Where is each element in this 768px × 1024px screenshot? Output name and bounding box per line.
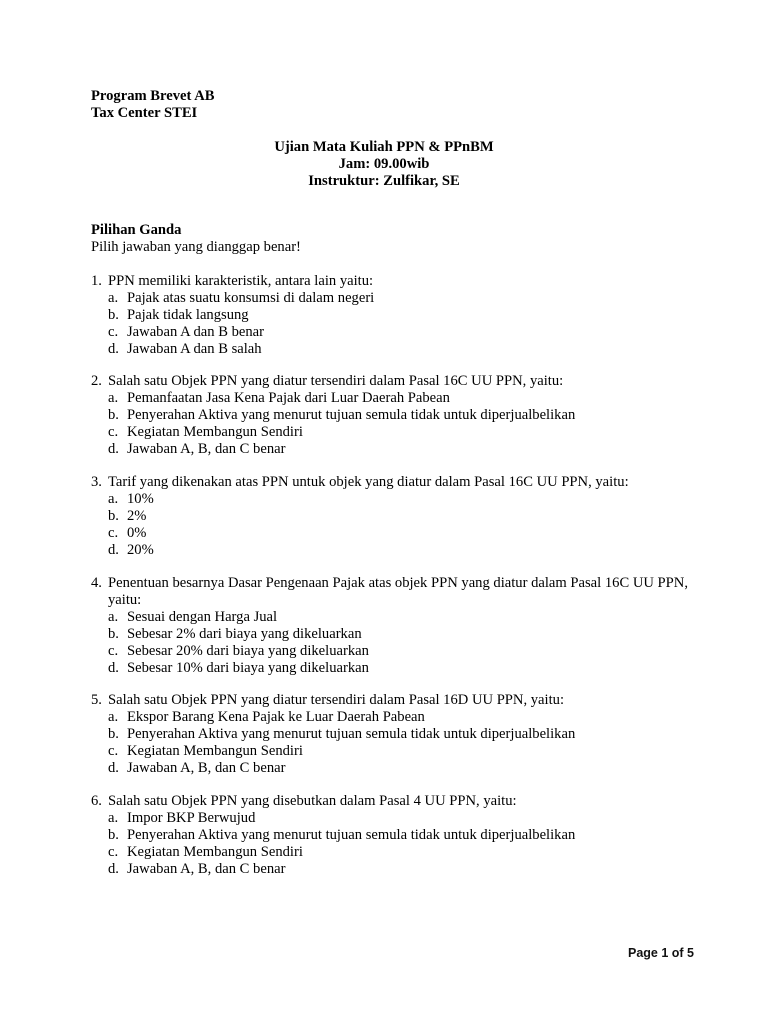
option-a: [91, 290, 374, 307]
option-a: [91, 810, 575, 827]
option-letter: b.: [108, 508, 119, 524]
question-text: Salah satu Objek PPN yang diatur tersendiri dalam Pasal 16C UU PPN, yaitu:: [108, 373, 564, 389]
question-text: Penentuan besarnya Dasar Pengenaan Pajak atas objek PPN yang diatur dalam Pasal 16C UU PPN, yaitu:: [108, 575, 688, 608]
question-number: 1.: [91, 273, 102, 289]
question-text: Tarif yang dikenakan atas PPN untuk objek yang diatur dalam Pasal 16C UU PPN, yaitu:: [108, 474, 629, 490]
option-text: Kegiatan Membangun Sendiri: [127, 844, 303, 860]
option-text: Sebesar 20% dari biaya yang dikeluarkan: [127, 643, 369, 659]
option-letter: b.: [108, 626, 119, 642]
option-letter: a.: [108, 390, 119, 406]
option-text: Penyerahan Aktiva yang menurut tujuan semula tidak untuk diperjualbelikan: [127, 726, 576, 742]
option-text: Penyerahan Aktiva yang menurut tujuan semula tidak untuk diperjualbelikan: [127, 827, 576, 843]
option-text: Sebesar 2% dari biaya yang dikeluarkan: [127, 626, 362, 642]
option-letter: d.: [108, 441, 119, 457]
option-c: [91, 525, 629, 542]
option-text: Penyerahan Aktiva yang menurut tujuan semula tidak untuk diperjualbelikan: [127, 407, 576, 423]
exam-header: [0, 139, 768, 190]
option-a: [91, 491, 629, 508]
option-text: Pemanfaatan Jasa Kena Pajak dari Luar Daerah Pabean: [127, 390, 450, 406]
option-letter: d.: [108, 341, 119, 357]
question-4: [91, 575, 688, 677]
option-letter: a.: [108, 810, 119, 826]
option-b: [91, 508, 629, 525]
option-b: [91, 626, 688, 643]
option-d: [91, 542, 629, 559]
option-text: Jawaban A, B, dan C benar: [127, 861, 286, 877]
option-a: [91, 390, 575, 407]
option-letter: c.: [108, 643, 119, 659]
option-text: Kegiatan Membangun Sendiri: [127, 743, 303, 759]
option-text: Ekspor Barang Kena Pajak ke Luar Daerah Pabean: [127, 709, 425, 725]
section-title: Pilihan Ganda: [91, 222, 182, 238]
question-text: Salah satu Objek PPN yang diatur tersendiri dalam Pasal 16D UU PPN, yaitu:: [108, 692, 564, 708]
option-text: 20%: [127, 542, 154, 558]
option-text: Pajak tidak langsung: [127, 307, 249, 323]
option-text: Pajak atas suatu konsumsi di dalam negeri: [127, 290, 375, 306]
section-instruction: Pilih jawaban yang dianggap benar!: [91, 239, 301, 255]
question-text: PPN memiliki karakteristik, antara lain yaitu:: [108, 273, 374, 289]
question-stem: [91, 793, 575, 810]
option-c: [91, 844, 575, 861]
option-d: [91, 341, 374, 358]
option-letter: d.: [108, 542, 119, 558]
option-letter: b.: [108, 307, 119, 323]
option-letter: b.: [108, 827, 119, 843]
option-text: 0%: [127, 525, 147, 541]
option-letter: b.: [108, 407, 119, 423]
question-stem: [91, 474, 629, 491]
option-d: [91, 660, 688, 677]
option-c: [91, 424, 575, 441]
option-text: Jawaban A dan B benar: [127, 324, 264, 340]
question-2: [91, 373, 575, 458]
question-3: [91, 474, 629, 559]
question-stem: [91, 692, 575, 709]
option-text: 10%: [127, 491, 154, 507]
program-name: Program Brevet AB: [91, 88, 215, 104]
option-letter: d.: [108, 660, 119, 676]
option-letter: c.: [108, 743, 119, 759]
question-stem: [91, 373, 575, 390]
option-letter: a.: [108, 290, 119, 306]
question-stem: [91, 273, 374, 290]
option-letter: c.: [108, 324, 119, 340]
question-number: 5.: [91, 692, 102, 708]
option-letter: c.: [108, 525, 119, 541]
option-text: Jawaban A dan B salah: [127, 341, 262, 357]
question-number: 3.: [91, 474, 102, 490]
option-letter: c.: [108, 844, 119, 860]
exam-instructor: Instruktur: Zulfikar, SE: [308, 173, 460, 189]
option-text: 2%: [127, 508, 147, 524]
exam-title: Ujian Mata Kuliah PPN & PPnBM: [274, 139, 494, 155]
option-text: Sebesar 10% dari biaya yang dikeluarkan: [127, 660, 369, 676]
question-text: Salah satu Objek PPN yang disebutkan dalam Pasal 4 UU PPN, yaitu:: [108, 793, 517, 809]
option-letter: b.: [108, 726, 119, 742]
option-b: [91, 827, 575, 844]
option-text: Kegiatan Membangun Sendiri: [127, 424, 303, 440]
option-a: [91, 709, 575, 726]
question-6: [91, 793, 575, 878]
center-name: Tax Center STEI: [91, 105, 198, 121]
option-d: [91, 441, 575, 458]
option-letter: a.: [108, 709, 119, 725]
option-d: [91, 760, 575, 777]
option-a: [91, 609, 688, 626]
question-1: [91, 273, 374, 358]
option-letter: a.: [108, 609, 119, 625]
option-c: [91, 743, 575, 760]
option-text: Jawaban A, B, dan C benar: [127, 441, 286, 457]
question-number: 6.: [91, 793, 102, 809]
page-number: Page 1 of 5: [628, 946, 694, 960]
option-b: [91, 307, 374, 324]
question-stem: [91, 575, 688, 609]
option-text: Sesuai dengan Harga Jual: [127, 609, 278, 625]
exam-time: Jam: 09.00wib: [338, 156, 430, 172]
option-text: Jawaban A, B, dan C benar: [127, 760, 286, 776]
option-letter: c.: [108, 424, 119, 440]
question-number: 4.: [91, 575, 102, 591]
option-c: [91, 324, 374, 341]
option-b: [91, 407, 575, 424]
option-letter: d.: [108, 760, 119, 776]
option-d: [91, 861, 575, 878]
option-c: [91, 643, 688, 660]
question-number: 2.: [91, 373, 102, 389]
option-b: [91, 726, 575, 743]
question-5: [91, 692, 575, 777]
option-text: Impor BKP Berwujud: [127, 810, 256, 826]
option-letter: a.: [108, 491, 119, 507]
option-letter: d.: [108, 861, 119, 877]
